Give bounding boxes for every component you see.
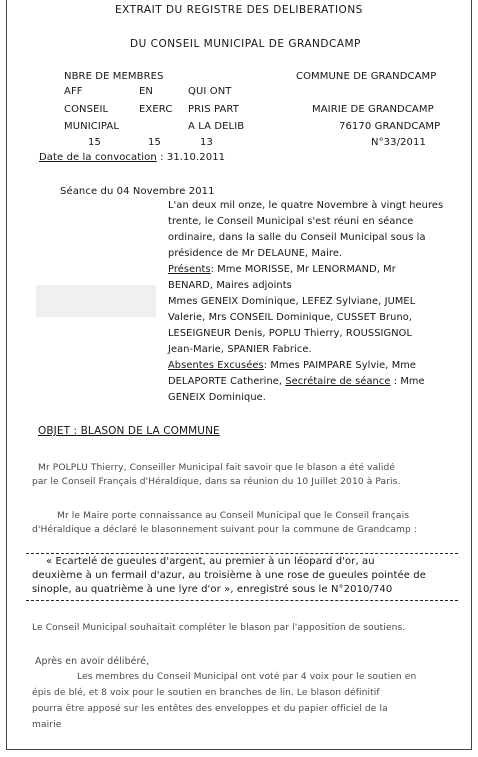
absents-text-1: : Mmes PAIMPARE Sylvie, Mme <box>263 360 417 371</box>
para3: Le Conseil Municipal souhaitait compléter le blason par l'apposition de soutiens. <box>32 623 406 633</box>
convocation-label: Date de la convocation <box>39 152 157 163</box>
para1-line-2: par le Conseil Français d'Héraldique, dans sa réunion du 10 Juillet 2010 à Paris. <box>32 477 401 487</box>
secretary-label: Secrétaire de séance <box>285 376 391 387</box>
members-col1-line3: MUNICIPAL <box>64 121 120 132</box>
document-title: EXTRAIT DU REGISTRE DES DELIBERATIONS <box>115 4 363 16</box>
absents-text-2b: : Mme <box>390 376 425 387</box>
members-col3-line3: A LA DELIB <box>188 121 245 132</box>
para2-line-1: Mr le Maire porte connaissance au Conseil Municipal que le Conseil français <box>57 511 410 521</box>
intro-line-1: L'an deux mil onze, le quatre Novembre à vingt heures <box>168 200 444 211</box>
presents-line-1 <box>168 264 396 276</box>
deliberation-intro: Après en avoir délibéré, <box>35 656 150 667</box>
absents-label: Absentes Excusées <box>168 360 264 371</box>
mairie-address: 76170 GRANDCAMP <box>339 121 441 132</box>
presents-line-4: Valerie, Mrs CONSEIL Dominique, CUSSET Bruno, <box>168 312 413 323</box>
intro-line-2: trente, le Conseil Municipal s'est réuni en séance <box>168 216 414 227</box>
quote-line-1: « Ecartelé de gueules d'argent, au premier à un léopard d'or, au <box>46 556 375 567</box>
quote-line-3: sinople, au quatrième à une lyre d'or », enregistré sous le N°2010/740 <box>32 584 393 595</box>
absents-line-2 <box>168 376 425 388</box>
seance-title: Séance du 04 Novembre 2011 <box>60 186 215 197</box>
absents-line-3: GENEIX Dominique. <box>168 392 267 403</box>
deliberation-line-3: pourra être apposé sur les entêtes des enveloppes et du papier officiel de la <box>32 704 388 714</box>
mairie-name: MAIRIE DE GRANDCAMP <box>312 104 434 115</box>
para2-line-2: d'Héraldique a déclaré le blasonnement suivant pour la commune de Grandcamp : <box>32 525 418 535</box>
absents-text-2: DELAPORTE Catherine, <box>168 376 286 387</box>
members-title: NBRE DE MEMBRES <box>64 71 164 82</box>
presents-label: Présents <box>168 264 211 275</box>
members-value-exerc: 15 <box>148 137 161 148</box>
presents-line-3: Mmes GENEIX Dominique, LEFEZ Sylviane, JUMEL <box>168 296 416 307</box>
members-col1-line2: CONSEIL <box>64 104 109 115</box>
presents-line-2: BENARD, Maires adjoints <box>168 280 292 291</box>
members-value-aff: 15 <box>88 137 101 148</box>
members-col3-line2: PRIS PART <box>188 104 239 115</box>
presents-text-1: : Mme MORISSE, Mr LENORMAND, Mr <box>210 264 396 275</box>
convocation-date: : 31.10.2011 <box>160 152 226 163</box>
members-col2-line2: EXERC <box>139 104 173 115</box>
objet-title: OBJET : BLASON DE LA COMMUNE <box>38 425 220 437</box>
para1-line-1: Mr POLPLU Thierry, Conseiller Municipal fait savoir que le blason a été validé <box>38 463 396 473</box>
intro-line-4: présidence de Mr DELAUNE, Maire. <box>168 248 343 259</box>
members-col1-line1: AFF <box>64 86 83 97</box>
stamp-smear <box>36 285 156 317</box>
deliberation-line-1: Les membres du Conseil Municipal ont voté par 4 voix pour le soutien en <box>77 672 417 682</box>
convocation-line <box>39 152 225 164</box>
quote-line-2: deuxième à un fermail d'azur, au troisième à une rose de gueules pointée de <box>32 570 427 581</box>
absents-line-1 <box>168 360 416 372</box>
deliberation-line-2: épis de blé, et 8 voix pour le soutien en branches de lin. Le blason définitif <box>32 688 380 698</box>
intro-line-3: ordinaire, dans la salle du Conseil Municipal sous la <box>168 232 426 243</box>
members-col2-line1: EN <box>139 86 153 97</box>
members-value-delib: 13 <box>200 137 213 148</box>
deliberation-number: N°33/2011 <box>371 137 426 148</box>
presents-line-5: LESEIGNEUR Denis, POPLU Thierry, ROUSSIGNOL <box>168 328 413 339</box>
document-subtitle: DU CONSEIL MUNICIPAL DE GRANDCAMP <box>130 38 361 50</box>
presents-line-6: Jean-Marie, SPANIER Fabrice. <box>168 344 312 355</box>
commune-name: COMMUNE DE GRANDCAMP <box>296 71 437 82</box>
deliberation-line-4: mairie <box>32 720 62 730</box>
members-col3-line1: QUI ONT <box>188 86 232 97</box>
